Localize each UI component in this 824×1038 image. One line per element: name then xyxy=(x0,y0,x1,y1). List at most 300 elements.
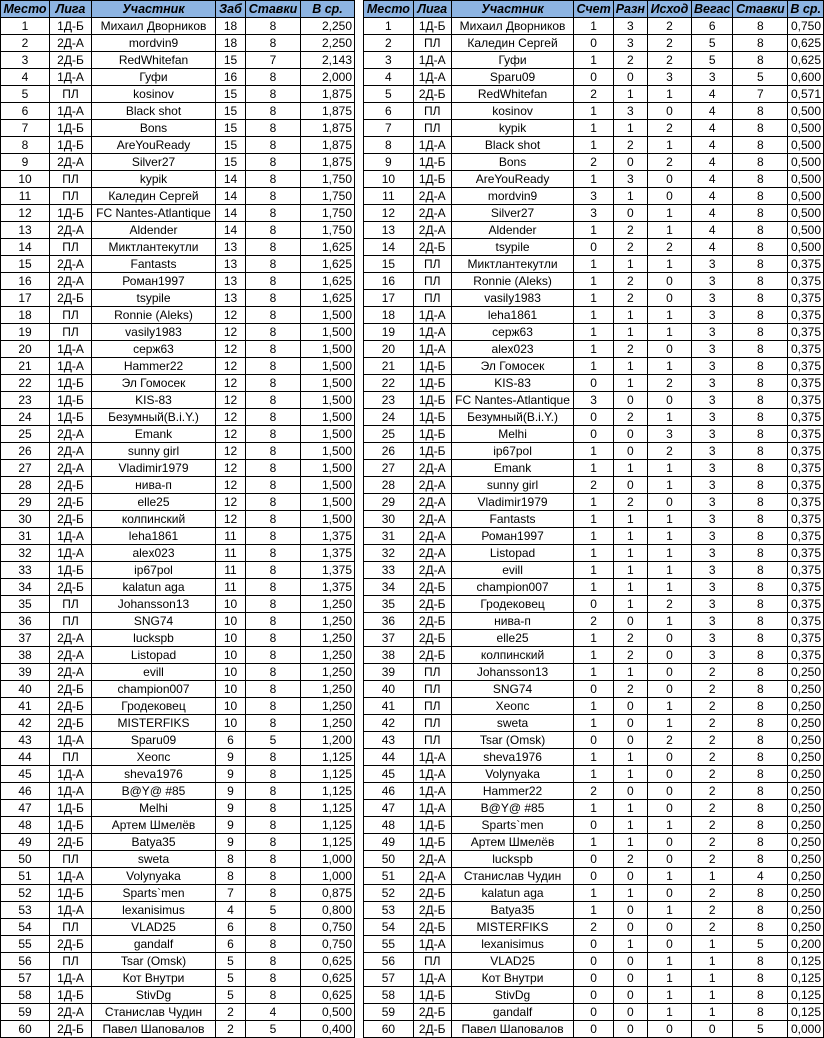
table-cell: ПЛ xyxy=(413,103,451,120)
table-cell: gandalf xyxy=(92,936,216,953)
table-cell: kypik xyxy=(451,120,574,137)
column-header: Разн xyxy=(613,1,647,18)
table-cell: 2Д-Б xyxy=(413,1004,451,1021)
table-cell: 12 xyxy=(216,426,246,443)
table-cell: 2,143 xyxy=(301,52,355,69)
table-cell: 8 xyxy=(246,936,301,953)
table-cell: 6 xyxy=(1,103,50,120)
table-row xyxy=(1,18,355,35)
table-cell: 52 xyxy=(1,885,50,902)
table-cell: 1 xyxy=(613,834,647,851)
table-cell: ПЛ xyxy=(413,290,451,307)
table-cell: 28 xyxy=(1,477,50,494)
table-cell: Batya35 xyxy=(451,902,574,919)
table-cell: 18 xyxy=(216,18,246,35)
table-row xyxy=(364,137,824,154)
table-cell: 0 xyxy=(613,1021,647,1038)
table-cell: 1Д-Б xyxy=(50,205,92,222)
table-cell: 6 xyxy=(216,919,246,936)
table-cell: 0 xyxy=(574,69,613,86)
table-cell: 1 xyxy=(574,528,613,545)
table-cell: 8 xyxy=(733,188,788,205)
table-cell: 59 xyxy=(364,1004,414,1021)
table-cell: 3 xyxy=(692,341,733,358)
table-row xyxy=(1,426,355,443)
table-cell: 1Д-Б xyxy=(413,375,451,392)
table-row xyxy=(364,732,824,749)
table-row xyxy=(364,375,824,392)
table-cell: 59 xyxy=(1,1004,50,1021)
table-cell: 2 xyxy=(613,222,647,239)
table-cell: 35 xyxy=(364,596,414,613)
table-cell: 1 xyxy=(574,715,613,732)
table-cell: 8 xyxy=(246,137,301,154)
table-cell: 1Д-А xyxy=(50,868,92,885)
table-cell: 1 xyxy=(647,698,691,715)
table-cell: 2 xyxy=(692,698,733,715)
table-cell: 0 xyxy=(574,868,613,885)
table-cell: 1,875 xyxy=(301,86,355,103)
table-row xyxy=(1,307,355,324)
table-cell: 2Д-Б xyxy=(50,290,92,307)
table-cell: Emank xyxy=(92,426,216,443)
table-cell: 12 xyxy=(216,494,246,511)
table-cell: 2 xyxy=(692,919,733,936)
table-cell: 3 xyxy=(692,579,733,596)
table-cell: 2 xyxy=(613,851,647,868)
table-cell: 8 xyxy=(733,222,788,239)
table-cell: 1Д-А xyxy=(413,341,451,358)
table-cell: 1 xyxy=(647,324,691,341)
table-cell: 3 xyxy=(613,35,647,52)
table-cell: Vladimir1979 xyxy=(451,494,574,511)
table-cell: 0,375 xyxy=(788,562,824,579)
table-cell: 0 xyxy=(613,868,647,885)
table-cell: 1Д-А xyxy=(50,69,92,86)
table-cell: 1Д-А xyxy=(50,783,92,800)
table-cell: 1,250 xyxy=(301,681,355,698)
table-cell: 2 xyxy=(364,35,414,52)
table-cell: Sparts`men xyxy=(451,817,574,834)
table-cell: 0,625 xyxy=(788,35,824,52)
table-cell: 2 xyxy=(692,749,733,766)
column-header: В ср. xyxy=(301,1,355,18)
table-cell: Гуфи xyxy=(451,52,574,69)
table-cell: 8 xyxy=(246,528,301,545)
table-row xyxy=(1,936,355,953)
table-cell: 9 xyxy=(216,783,246,800)
table-cell: 0,625 xyxy=(301,987,355,1004)
table-cell: 2Д-А xyxy=(50,664,92,681)
table-cell: 4 xyxy=(692,239,733,256)
table-cell: kypik xyxy=(92,171,216,188)
table-cell: 8 xyxy=(246,86,301,103)
table-cell: Кот Внутри xyxy=(451,970,574,987)
table-cell: elle25 xyxy=(451,630,574,647)
table-cell: 0,200 xyxy=(788,936,824,953)
table-cell: 12 xyxy=(216,307,246,324)
table-cell: 8 xyxy=(733,290,788,307)
table-cell: 2Д-Б xyxy=(50,698,92,715)
table-cell: Эл Гомосек xyxy=(92,375,216,392)
table-cell: 0,750 xyxy=(301,936,355,953)
column-header: Ставки xyxy=(733,1,788,18)
table-cell: 12 xyxy=(216,358,246,375)
table-cell: 18 xyxy=(216,35,246,52)
table-cell: 1,500 xyxy=(301,511,355,528)
table-row xyxy=(364,749,824,766)
table-row xyxy=(364,69,824,86)
table-cell: 12 xyxy=(216,392,246,409)
table-cell: 1 xyxy=(574,307,613,324)
table-cell: 26 xyxy=(1,443,50,460)
table-cell: 1,875 xyxy=(301,154,355,171)
table-cell: 12 xyxy=(216,460,246,477)
table-row xyxy=(364,171,824,188)
table-cell: Tsar (Omsk) xyxy=(92,953,216,970)
table-cell: 3 xyxy=(1,52,50,69)
table-cell: ПЛ xyxy=(50,307,92,324)
table-cell: 1Д-А xyxy=(50,341,92,358)
table-cell: gandalf xyxy=(451,1004,574,1021)
table-cell: 10 xyxy=(364,171,414,188)
table-row xyxy=(364,1004,824,1021)
column-header: Место xyxy=(1,1,50,18)
table-cell: Silver27 xyxy=(92,154,216,171)
table-cell: 0,250 xyxy=(788,919,824,936)
table-cell: 1,625 xyxy=(301,290,355,307)
table-cell: 1 xyxy=(613,936,647,953)
table-cell: 1 xyxy=(647,579,691,596)
table-cell: 0 xyxy=(613,69,647,86)
table-cell: 1 xyxy=(613,120,647,137)
table-row xyxy=(1,188,355,205)
table-cell: 8 xyxy=(733,919,788,936)
table-row xyxy=(1,1004,355,1021)
table-cell: 0,500 xyxy=(788,120,824,137)
table-cell: 3 xyxy=(574,205,613,222)
table-cell: 8 xyxy=(246,120,301,137)
table-cell: 1 xyxy=(613,749,647,766)
table-cell: 1Д-Б xyxy=(50,409,92,426)
table-cell: 37 xyxy=(1,630,50,647)
table-cell: 3 xyxy=(613,171,647,188)
table-cell: 0,250 xyxy=(788,902,824,919)
table-cell: 2 xyxy=(613,647,647,664)
table-cell: 37 xyxy=(364,630,414,647)
table-cell: 3 xyxy=(692,630,733,647)
table-cell: 36 xyxy=(1,613,50,630)
table-cell: Black shot xyxy=(92,103,216,120)
table-cell: 1,500 xyxy=(301,443,355,460)
table-cell: 30 xyxy=(1,511,50,528)
table-cell: 60 xyxy=(1,1021,50,1038)
table-cell: 5 xyxy=(733,1021,788,1038)
table-cell: 1 xyxy=(647,460,691,477)
table-cell: 4 xyxy=(216,902,246,919)
table-cell: 8 xyxy=(733,358,788,375)
table-cell: 2Д-А xyxy=(50,630,92,647)
table-cell: Михаил Дворников xyxy=(92,18,216,35)
table-cell: B@Y@ #85 xyxy=(451,800,574,817)
table-cell: 1Д-Б xyxy=(50,18,92,35)
table-cell: 6 xyxy=(692,18,733,35)
table-cell: 2 xyxy=(692,732,733,749)
table-cell: 10 xyxy=(216,698,246,715)
table-cell: 1Д-А xyxy=(413,749,451,766)
table-cell: 4 xyxy=(692,103,733,120)
table-cell: 1,000 xyxy=(301,851,355,868)
table-cell: 8 xyxy=(246,596,301,613)
table-cell: 2Д-Б xyxy=(50,715,92,732)
column-header: Лига xyxy=(413,1,451,18)
table-cell: 28 xyxy=(364,477,414,494)
table-cell: 2 xyxy=(613,52,647,69)
table-cell: 1 xyxy=(364,18,414,35)
table-row xyxy=(364,919,824,936)
table-cell: 13 xyxy=(216,239,246,256)
table-row xyxy=(364,443,824,460)
table-cell: 16 xyxy=(216,69,246,86)
table-cell: Johansson13 xyxy=(451,664,574,681)
table-cell: 0,250 xyxy=(788,868,824,885)
table-cell: FC Nantes-Atlantique xyxy=(92,205,216,222)
table-cell: 1 xyxy=(647,205,691,222)
table-cell: 0 xyxy=(574,596,613,613)
table-row xyxy=(364,647,824,664)
table-cell: 15 xyxy=(216,52,246,69)
table-cell: 11 xyxy=(216,545,246,562)
table-cell: 1 xyxy=(574,137,613,154)
table-cell: 0,625 xyxy=(788,52,824,69)
table-cell: 4 xyxy=(692,188,733,205)
table-cell: колпинский xyxy=(92,511,216,528)
table-cell: 1 xyxy=(574,103,613,120)
table-cell: 54 xyxy=(1,919,50,936)
table-cell: 3 xyxy=(692,69,733,86)
table-cell: 8 xyxy=(733,647,788,664)
table-cell: 1,250 xyxy=(301,664,355,681)
table-cell: 3 xyxy=(364,52,414,69)
table-row xyxy=(364,154,824,171)
table-cell: 2 xyxy=(647,154,691,171)
table-cell: 1 xyxy=(647,86,691,103)
table-cell: 0,375 xyxy=(788,341,824,358)
table-cell: 0,500 xyxy=(788,171,824,188)
table-row xyxy=(1,460,355,477)
table-cell: 39 xyxy=(1,664,50,681)
table-cell: RedWhitefan xyxy=(92,52,216,69)
table-cell: 9 xyxy=(216,766,246,783)
table-cell: FC Nantes-Atlantique xyxy=(451,392,574,409)
table-cell: 8 xyxy=(733,35,788,52)
table-cell: 8 xyxy=(246,766,301,783)
table-cell: leha1861 xyxy=(451,307,574,324)
table-row xyxy=(1,137,355,154)
table-row xyxy=(1,953,355,970)
table-cell: 8 xyxy=(246,154,301,171)
table-cell: 8 xyxy=(246,579,301,596)
table-row xyxy=(364,120,824,137)
table-cell: 58 xyxy=(364,987,414,1004)
table-row xyxy=(1,205,355,222)
table-cell: RedWhitefan xyxy=(451,86,574,103)
table-cell: 1Д-Б xyxy=(413,18,451,35)
table-cell: 2Д-А xyxy=(50,256,92,273)
table-cell: Bons xyxy=(92,120,216,137)
standings-table-totals xyxy=(0,0,355,1038)
table-cell: 2 xyxy=(647,52,691,69)
table-cell: 6 xyxy=(216,732,246,749)
table-cell: 38 xyxy=(1,647,50,664)
table-cell: 3 xyxy=(574,188,613,205)
table-row xyxy=(364,766,824,783)
table-cell: 0 xyxy=(647,919,691,936)
table-cell: 1 xyxy=(613,579,647,596)
table-row xyxy=(1,681,355,698)
table-cell: 1 xyxy=(613,596,647,613)
table-cell: 5 xyxy=(216,987,246,1004)
table-cell: 2 xyxy=(647,443,691,460)
table-cell: 1 xyxy=(574,511,613,528)
table-cell: 1 xyxy=(647,477,691,494)
table-cell: 8 xyxy=(246,885,301,902)
table-cell: 7 xyxy=(246,52,301,69)
table-cell: 2Д-Б xyxy=(413,919,451,936)
table-cell: серж63 xyxy=(92,341,216,358)
table-row xyxy=(364,528,824,545)
table-row xyxy=(1,783,355,800)
table-cell: 0,375 xyxy=(788,256,824,273)
table-cell: 2 xyxy=(692,851,733,868)
table-cell: 3 xyxy=(613,103,647,120)
table-cell: 2 xyxy=(613,409,647,426)
table-cell: 8 xyxy=(1,137,50,154)
table-cell: 39 xyxy=(364,664,414,681)
table-cell: 0 xyxy=(647,834,691,851)
table-cell: leha1861 xyxy=(92,528,216,545)
table-cell: 2 xyxy=(647,732,691,749)
table-cell: 2 xyxy=(574,154,613,171)
table-cell: 1,875 xyxy=(301,103,355,120)
table-cell: 2 xyxy=(613,273,647,290)
table-cell: 2 xyxy=(613,341,647,358)
table-cell: 5 xyxy=(246,902,301,919)
table-cell: 1,125 xyxy=(301,834,355,851)
table-cell: 18 xyxy=(1,307,50,324)
table-cell: 3 xyxy=(692,443,733,460)
table-cell: 8 xyxy=(733,375,788,392)
table-cell: kosinov xyxy=(451,103,574,120)
table-cell: 0 xyxy=(647,494,691,511)
table-cell: 2Д-А xyxy=(50,647,92,664)
table-row xyxy=(1,222,355,239)
table-cell: 1,125 xyxy=(301,749,355,766)
table-cell: 3 xyxy=(574,392,613,409)
table-cell: 3 xyxy=(647,69,691,86)
table-cell: VLAD25 xyxy=(451,953,574,970)
table-cell: 1Д-А xyxy=(50,732,92,749)
table-cell: 0,250 xyxy=(788,851,824,868)
table-cell: 34 xyxy=(364,579,414,596)
table-cell: 1 xyxy=(692,987,733,1004)
table-cell: 10 xyxy=(216,630,246,647)
table-cell: 10 xyxy=(216,664,246,681)
table-cell: 0,375 xyxy=(788,392,824,409)
table-cell: lexanisimus xyxy=(451,936,574,953)
table-cell: 2Д-Б xyxy=(50,477,92,494)
table-cell: ПЛ xyxy=(413,120,451,137)
table-cell: 8 xyxy=(733,477,788,494)
table-cell: 8 xyxy=(733,817,788,834)
table-cell: 1 xyxy=(647,528,691,545)
table-cell: 0 xyxy=(647,766,691,783)
table-row xyxy=(364,409,824,426)
table-cell: 0 xyxy=(574,953,613,970)
table-cell: 8 xyxy=(733,970,788,987)
table-cell: Безумный(B.i.Y.) xyxy=(451,409,574,426)
table-cell: 8 xyxy=(246,35,301,52)
table-row xyxy=(1,239,355,256)
table-row xyxy=(1,902,355,919)
table-cell: 8 xyxy=(246,375,301,392)
table-cell: 2 xyxy=(647,120,691,137)
table-cell: 0 xyxy=(574,851,613,868)
table-cell: 8 xyxy=(246,511,301,528)
table-cell: 3 xyxy=(692,324,733,341)
table-cell: 1 xyxy=(574,52,613,69)
table-cell: 1,250 xyxy=(301,715,355,732)
table-cell: 1 xyxy=(574,902,613,919)
table-cell: sheva1976 xyxy=(451,749,574,766)
table-cell: 8 xyxy=(246,919,301,936)
table-cell: 8 xyxy=(733,460,788,477)
table-cell: 0 xyxy=(613,902,647,919)
table-cell: 1 xyxy=(574,171,613,188)
table-cell: 3 xyxy=(692,460,733,477)
table-cell: 14 xyxy=(1,239,50,256)
table-row xyxy=(364,630,824,647)
table-row xyxy=(1,834,355,851)
table-cell: 57 xyxy=(1,970,50,987)
table-cell: ПЛ xyxy=(50,613,92,630)
table-cell: 0 xyxy=(574,1004,613,1021)
table-cell: Listopad xyxy=(451,545,574,562)
table-cell: 1Д-А xyxy=(50,358,92,375)
table-cell: 0,375 xyxy=(788,273,824,290)
table-cell: Aldender xyxy=(92,222,216,239)
table-row xyxy=(364,35,824,52)
table-row xyxy=(364,52,824,69)
table-cell: 2Д-Б xyxy=(413,647,451,664)
table-cell: Хеопс xyxy=(451,698,574,715)
table-cell: 1 xyxy=(647,987,691,1004)
table-cell: 24 xyxy=(364,409,414,426)
table-row xyxy=(1,341,355,358)
table-cell: 2Д-А xyxy=(50,222,92,239)
table-cell: 8 xyxy=(733,715,788,732)
table-cell: 58 xyxy=(1,987,50,1004)
table-cell: 36 xyxy=(364,613,414,630)
table-row xyxy=(1,103,355,120)
table-cell: 4 xyxy=(1,69,50,86)
table-cell: 0,375 xyxy=(788,409,824,426)
table-cell: 8 xyxy=(733,205,788,222)
table-cell: 0,375 xyxy=(788,613,824,630)
table-row xyxy=(364,545,824,562)
table-cell: 8 xyxy=(246,494,301,511)
table-cell: 2Д-Б xyxy=(50,1021,92,1038)
